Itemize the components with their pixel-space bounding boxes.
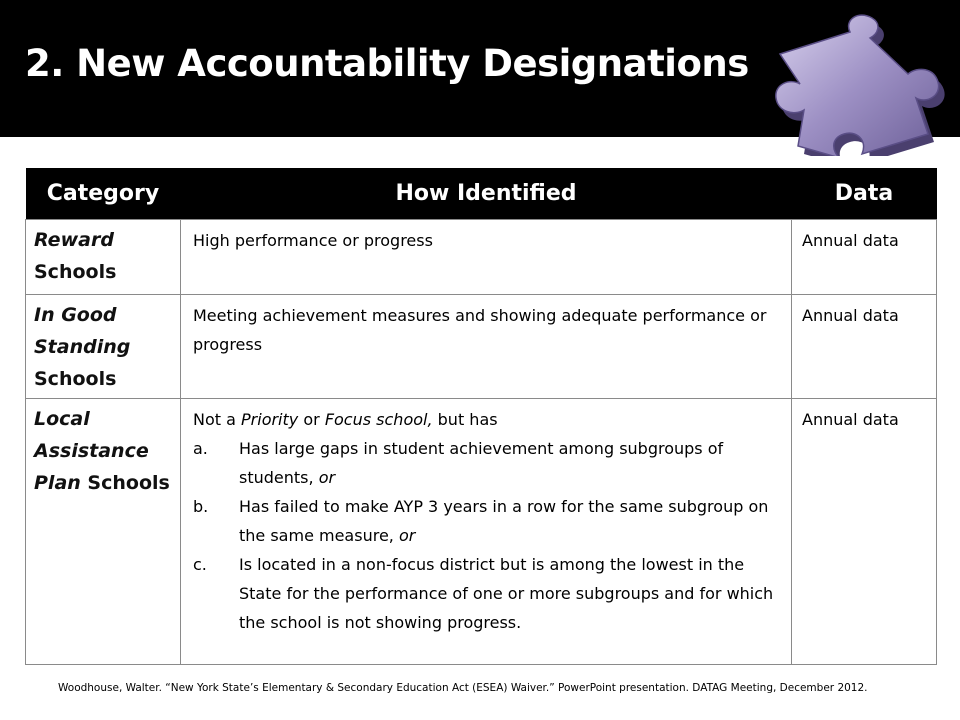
criteria-text: Is located in a non-focus district but is among the lowest in the State for the performance of one or more subgroups and for which the school is not showing progress. [239, 555, 774, 632]
how-identified-cell [181, 399, 792, 665]
citation: Woodhouse, Walter. “New York State’s Elementary & Secondary Education Act (ESEA) Waiver.” PowerPoint presentation. DATAG Meeting, December 2012. [58, 682, 868, 694]
criteria-letter: c. [193, 555, 207, 574]
criteria-text: Has failed to make AYP 3 years in a row for the same subgroup on the same measure, [239, 497, 769, 545]
criteria-text: Has large gaps in student achievement among subgroups of students, [239, 439, 724, 487]
category-name-rest: Schools [34, 261, 117, 283]
data-cell: Annual data [792, 220, 937, 295]
category-cell [26, 295, 181, 399]
criteria-letter: b. [193, 497, 209, 516]
criteria-item [193, 550, 783, 637]
table-row [26, 399, 937, 665]
criteria-intro: Not a Priority or Focus school, but has [193, 410, 498, 429]
criteria-item: b. Has failed to make AYP 3 years in a row for the same subgroup on the same measure, or [193, 492, 783, 550]
criteria-letter: a. [193, 439, 208, 458]
data-cell: Annual data [792, 295, 937, 399]
table-header-row [26, 168, 937, 220]
column-header-category: Category [26, 168, 181, 220]
category-cell [26, 220, 181, 295]
category-name-emph: Reward [34, 229, 114, 251]
column-header-data: Data [792, 168, 937, 220]
puzzle-piece-icon [752, 6, 952, 156]
category-name-rest: Schools [34, 368, 117, 390]
criteria-item: a. Has large gaps in student achievement among subgroups of students, or [193, 434, 783, 492]
table-row [26, 295, 937, 399]
data-cell: Annual data [792, 399, 937, 665]
category-name-emph: In Good Standing [34, 304, 131, 358]
category-name-rest: Schools [87, 472, 170, 494]
how-identified-cell: High performance or progress [181, 220, 792, 295]
table-row [26, 220, 937, 295]
category-name-emph: Local Assistance Plan [34, 408, 149, 494]
how-identified-cell: Meeting achievement measures and showing adequate performance or progress [181, 295, 792, 399]
column-header-how-identified: How Identified [181, 168, 792, 220]
slide-title: 2. New Accountability Designations [25, 42, 749, 85]
designations-table [25, 168, 936, 665]
category-cell [26, 399, 181, 665]
